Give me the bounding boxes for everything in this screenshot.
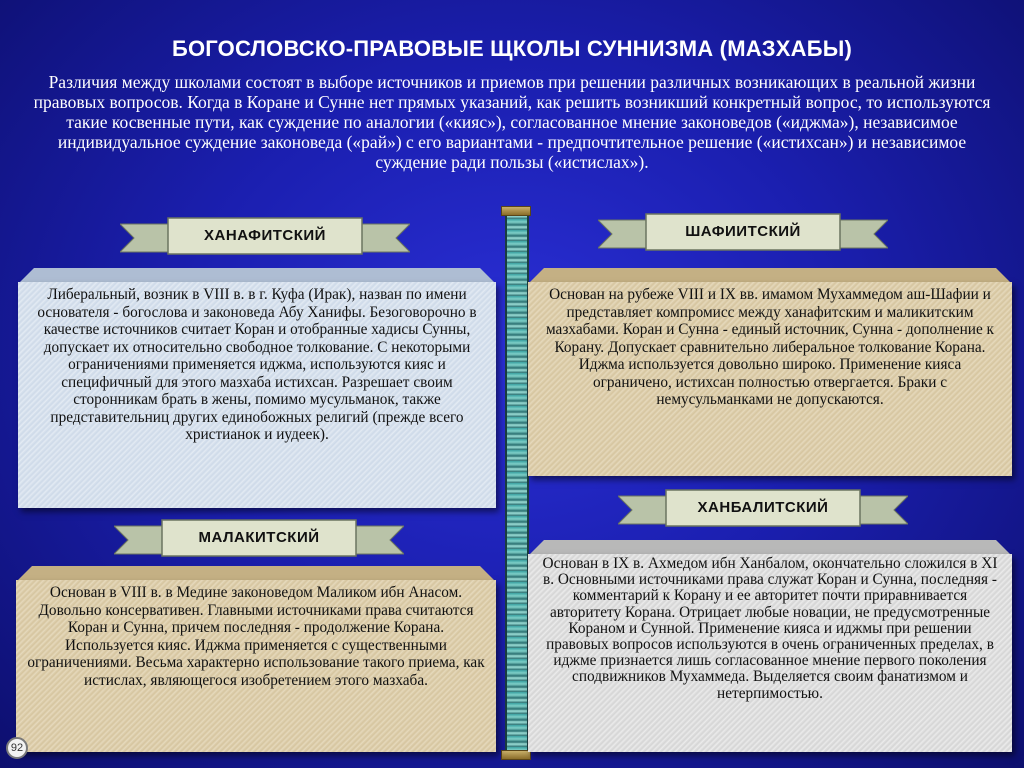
box-maliki [16, 566, 496, 752]
banner-label-hanafi: ХАНАФИТСКИЙ [204, 227, 326, 244]
box-maliki-text: Основан в VIII в. в Медине законоведом Маликом ибн Анасом. Довольно консервативен. Главными источниками права считаются Коран и Сунна, причем последняя - продолжение Корана. Используется кияс. Иджма применяется с существенными ограничениями. Весьма характерно использование такого приема, как истислах, являющегося изобретением этого мазхаба. [16, 580, 496, 752]
intro-paragraph: Различия между школами состоят в выборе источников и приемов при решении различных возникающих в реальной жизни правовых вопросов. Когда в Коране и Сунне нет прямых указаний, как решить возникший конкретный вопрос, то используются такие косвенные пути, как суждение по аналогии («кияс»), согласованное мнение законоведов («иджма»), независимое индивидуальное суждение законоведа («рай») с его вариантами - предпочтительное решение («истихсан») и независимое суждение ради пользы («истислах»). [33, 72, 991, 172]
banner-hanbali [618, 488, 908, 528]
center-pillar [505, 208, 529, 756]
banner-hanafi [120, 216, 410, 256]
page-title: БОГОСЛОВСКО-ПРАВОВЫЕ ЩКОЛЫ СУННИЗМА (МАЗХАБЫ) [171, 36, 853, 61]
box-shafii-text: Основан на рубеже VIII и IX вв. имамом Мухаммедом аш-Шафии и представляет компромисс между ханафитским и маликитским мазхабами. Коран и Сунна - единый источник, Сунна - дополнение к Корану. Допускает сравнительно либеральное толкование Корана. Иджма используется довольно широко. Применение кияса ограничено, истихсан полностью отвергается. Браки с немусульманками не допускаются. [528, 282, 1012, 476]
box-shafii [528, 268, 1012, 476]
pillar-top-cap [501, 206, 531, 216]
banner-label-hanbali: ХАНБАЛИТСКИЙ [697, 499, 829, 516]
box-hanafi-text: Либеральный, возник в VIII в. в г. Куфа (Ирак), назван по имени основателя - богослова и законоведа Абу Ханифы. Безоговорочно в качестве источников считает Коран и отобранные хадисы Сунны, допускает их относительно свободное толкование. С некоторыми ограничениями применяется иджма, используются кияс и специфичный для этого мазхаба истихсан. Разрешает своим сторонникам брать в жены, помимо мусульманок, также представительниц других единобожных религий (прежде всего христианок и иудеек). [18, 282, 496, 508]
banner-label-maliki: МАЛАКИТСКИЙ [198, 529, 320, 546]
box-hanbali [528, 540, 1012, 752]
page-number-badge: 92 [6, 737, 28, 759]
box-hanafi [18, 268, 496, 508]
banner-shafii [598, 212, 888, 252]
banner-maliki [114, 518, 404, 558]
pillar-bottom-cap [501, 750, 531, 760]
banner-label-shafii: ШАФИИТСКИЙ [685, 223, 801, 240]
box-hanbali-text: Основан в IX в. Ахмедом ибн Ханбалом, окончательно сложился в XI в. Основными источниками права служат Коран и Сунна, последняя - комментарий к Корану и ее авторитет почти приравнивается авторитету Корана. Отрицает любые новации, не предусмотренные Кораном и Сунной. Применение кияса и иджмы при решении правовых вопросов используются в очень ограниченных пределах, в иджме признается лишь согласованное мнение первого поколения сподвижников Мухаммеда. Выделяется своим фанатизмом и нетерпимостью. [528, 554, 1012, 752]
